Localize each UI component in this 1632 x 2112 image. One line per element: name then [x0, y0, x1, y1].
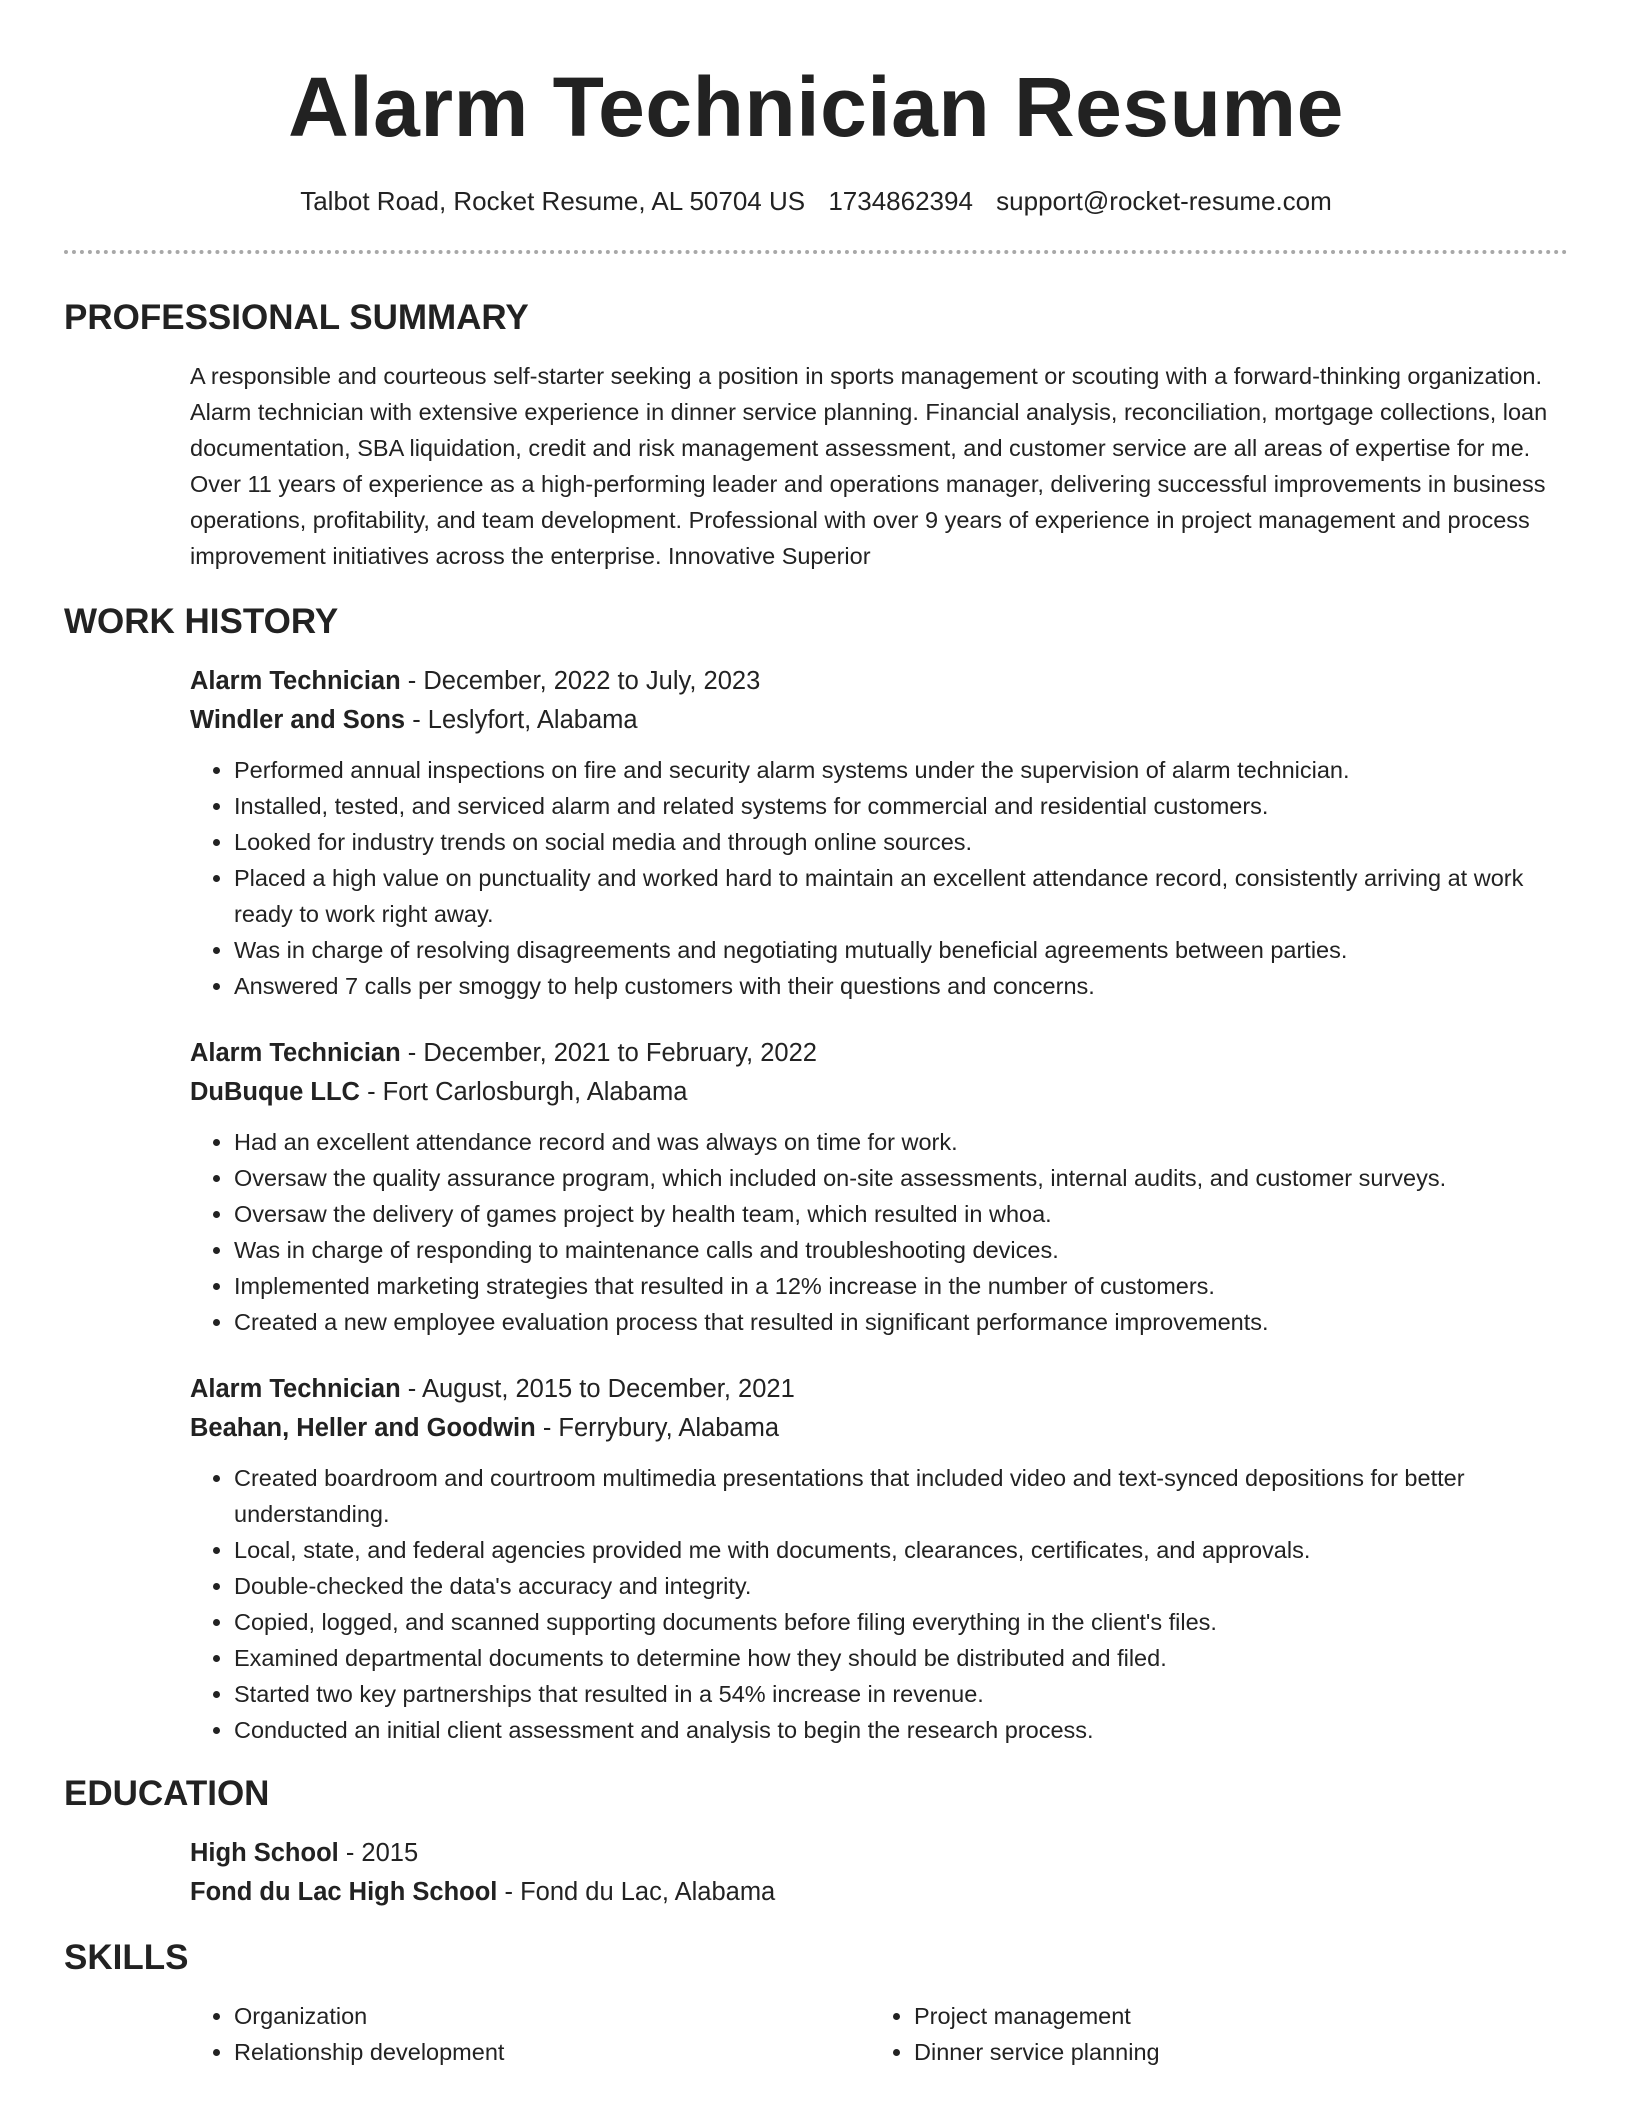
skills-list-right: [870, 1998, 1550, 2070]
job-location: - Leslyfort, Alabama: [405, 706, 638, 734]
skills-column-left: [190, 1998, 870, 2070]
skill-item: • Relationship development: [234, 2034, 870, 2070]
job-entry: [190, 662, 1568, 1004]
job-bullet: • Conducted an initial client assessment and analysis to begin the research process.: [234, 1712, 1568, 1748]
skills-column-right: [870, 1998, 1550, 2070]
contact-email: support@rocket-resume.com: [996, 186, 1332, 216]
job-company-line: [190, 1409, 1568, 1448]
skill-item: • Dinner service planning: [914, 2034, 1550, 2070]
education-school: Fond du Lac High School: [190, 1878, 498, 1906]
job-title: Alarm Technician: [190, 667, 401, 695]
education-school-line: [190, 1873, 1568, 1912]
job-bullet: • Answered 7 calls per smoggy to help customers with their questions and concerns.: [234, 968, 1568, 1004]
education-heading: EDUCATION: [64, 1774, 270, 1813]
job-bullet: • Oversaw the quality assurance program, which included on-site assessments, internal audits, and customer surveys.: [234, 1160, 1568, 1196]
job-dates: - August, 2015 to December, 2021: [400, 1375, 795, 1403]
job-bullet: • Copied, logged, and scanned supporting documents before filing everything in the client's files.: [234, 1604, 1568, 1640]
job-title-line: [190, 662, 1568, 701]
job-bullet: • Had an excellent attendance record and was always on time for work.: [234, 1124, 1568, 1160]
job-entry: [190, 1370, 1568, 1748]
job-bullet: • Oversaw the delivery of games project by health team, which resulted in whoa.: [234, 1196, 1568, 1232]
job-dates: - December, 2021 to February, 2022: [400, 1039, 817, 1067]
job-title: Alarm Technician: [190, 1039, 401, 1067]
skills-grid: [190, 1998, 1568, 2070]
job-company-line: [190, 1073, 1568, 1112]
job-bullet: • Created a new employee evaluation process that resulted in significant performance improvements.: [234, 1304, 1568, 1340]
skills-heading: SKILLS: [64, 1938, 189, 1977]
job-bullet: • Looked for industry trends on social media and through online sources.: [234, 824, 1568, 860]
job-dates: - December, 2022 to July, 2023: [400, 667, 761, 695]
job-bullet: • Started two key partnerships that resulted in a 54% increase in revenue.: [234, 1676, 1568, 1712]
job-bullet: • Was in charge of responding to maintenance calls and troubleshooting devices.: [234, 1232, 1568, 1268]
skills-list-left: [190, 1998, 870, 2070]
education-section: [64, 1834, 1568, 1912]
summary-section: [64, 358, 1568, 574]
job-bullet: • Local, state, and federal agencies provided me with documents, clearances, certificates, and approvals.: [234, 1532, 1568, 1568]
skill-item: • Organization: [234, 1998, 870, 2034]
education-year: - 2015: [338, 1839, 419, 1867]
resume-title: Alarm Technician Resume: [288, 60, 1344, 154]
job-bullets: [190, 1124, 1568, 1340]
job-title: Alarm Technician: [190, 1375, 401, 1403]
job-bullet: • Performed annual inspections on fire and security alarm systems under the supervision of alarm technician.: [234, 752, 1568, 788]
education-location: - Fond du Lac, Alabama: [497, 1878, 776, 1906]
contact-line: [64, 184, 1568, 218]
job-title-line: [190, 1034, 1568, 1073]
work-history-section: [64, 662, 1568, 1748]
education-degree-line: [190, 1834, 1568, 1873]
job-bullet: • Placed a high value on punctuality and worked hard to maintain an excellent attendance record, consistently arriving at work ready to work right away.: [234, 860, 1568, 932]
job-company: DuBuque LLC: [190, 1078, 360, 1106]
job-location: - Ferrybury, Alabama: [535, 1414, 780, 1442]
job-title-line: [190, 1370, 1568, 1409]
skill-item: • Project management: [914, 1998, 1550, 2034]
job-bullet: • Implemented marketing strategies that resulted in a 12% increase in the number of customers.: [234, 1268, 1568, 1304]
work-history-heading: WORK HISTORY: [64, 602, 339, 641]
job-company-line: [190, 701, 1568, 740]
job-bullet: • Double-checked the data's accuracy and integrity.: [234, 1568, 1568, 1604]
job-company: Beahan, Heller and Goodwin: [190, 1414, 536, 1442]
job-location: - Fort Carlosburgh, Alabama: [359, 1078, 688, 1106]
education-degree: High School: [190, 1839, 339, 1867]
job-bullets: [190, 752, 1568, 1004]
header-divider: [64, 250, 1568, 254]
job-entry: [190, 1034, 1568, 1340]
job-bullets: [190, 1460, 1568, 1748]
contact-address: Talbot Road, Rocket Resume, AL 50704 US: [300, 186, 806, 216]
contact-phone: 1734862394: [828, 186, 973, 216]
job-bullet: • Installed, tested, and serviced alarm and related systems for commercial and residential customers.: [234, 788, 1568, 824]
job-bullet: • Created boardroom and courtroom multimedia presentations that included video and text-synced depositions for better understanding.: [234, 1460, 1568, 1532]
job-bullet: • Was in charge of resolving disagreements and negotiating mutually beneficial agreements between parties.: [234, 932, 1568, 968]
job-company: Windler and Sons: [190, 706, 406, 734]
skills-section: [64, 1998, 1568, 2070]
summary-text: A responsible and courteous self-starter seeking a position in sports management or scouting with a forward-thinking organization. Alarm technician with extensive experience in dinner service planning. Financial analysis, reconciliation, mortgage collections, loan documentation, SBA liquidation, credit and risk management assessment, and customer service are all areas of expertise for me. Over 11 years of experience as a high-performing leader and operations manager, delivering successful improvements in business operations, profitability, and team development. Professional with over 9 years of experience in project management and process improvement initiatives across the enterprise. Innovative Superior: [190, 363, 1548, 569]
job-bullet: • Examined departmental documents to determine how they should be distributed and filed.: [234, 1640, 1568, 1676]
summary-heading: PROFESSIONAL SUMMARY: [64, 298, 529, 337]
